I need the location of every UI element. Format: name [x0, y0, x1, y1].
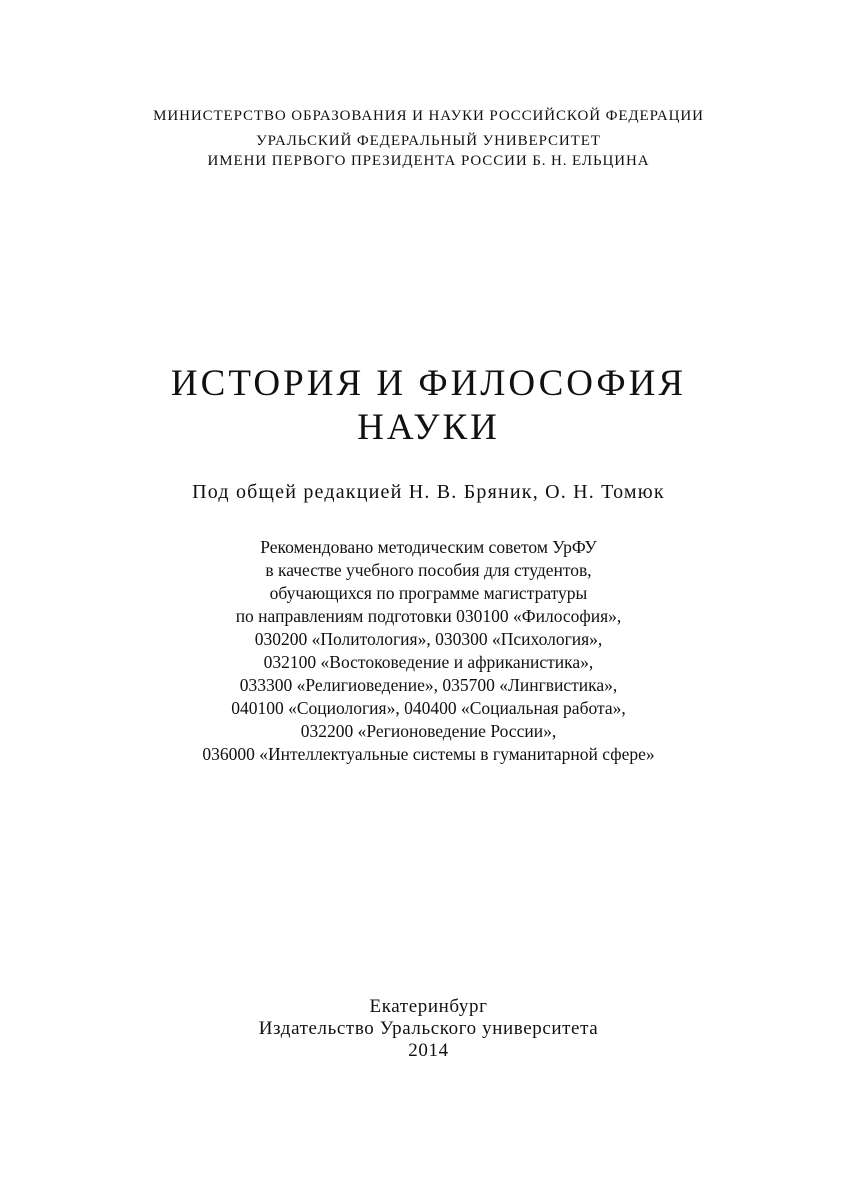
- recommendation-line: 032200 «Регионоведение России»,: [300, 721, 557, 741]
- recommendation-line: по направлениям подготовки 030100 «Философия»,: [235, 606, 622, 626]
- imprint-year: 2014: [408, 1040, 449, 1061]
- imprint-city: Екатеринбург: [369, 996, 488, 1017]
- recommendation-line: 033300 «Религиоведение», 035700 «Лингвистика»,: [239, 675, 618, 695]
- university-line: УРАЛЬСКИЙ ФЕДЕРАЛЬНЫЙ УНИВЕРСИТЕТ: [256, 133, 601, 149]
- recommendation-line: 036000 «Интеллектуальные системы в гуманитарной сфере»: [202, 744, 655, 764]
- book-title-line-1: ИСТОРИЯ И ФИЛОСОФИЯ: [170, 363, 687, 404]
- recommendation-line: 030200 «Политология», 030300 «Психология»,: [254, 629, 603, 649]
- imprint-publisher: Издательство Уральского университета: [258, 1018, 599, 1039]
- ministry-line: МИНИСТЕРСТВО ОБРАЗОВАНИЯ И НАУКИ РОССИЙСКОЙ ФЕДЕРАЦИИ: [153, 108, 704, 124]
- university-name-line: ИМЕНИ ПЕРВОГО ПРЕЗИДЕНТА РОССИИ Б. Н. ЕЛЬЦИНА: [207, 153, 650, 169]
- recommendation-line: Рекомендовано методическим советом УрФУ: [260, 537, 597, 557]
- recommendation-line: 032100 «Востоковедение и африканистика»,: [263, 652, 594, 672]
- recommendation-line: в качестве учебного пособия для студентов,: [265, 560, 592, 580]
- recommendation-line: обучающихся по программе магистратуры: [269, 583, 588, 603]
- book-title-line-2: НАУКИ: [357, 407, 500, 448]
- recommendation-line: 040100 «Социология», 040400 «Социальная работа»,: [231, 698, 626, 718]
- editors-line: Под общей редакцией Н. В. Бряник, О. Н. Томюк: [192, 481, 665, 503]
